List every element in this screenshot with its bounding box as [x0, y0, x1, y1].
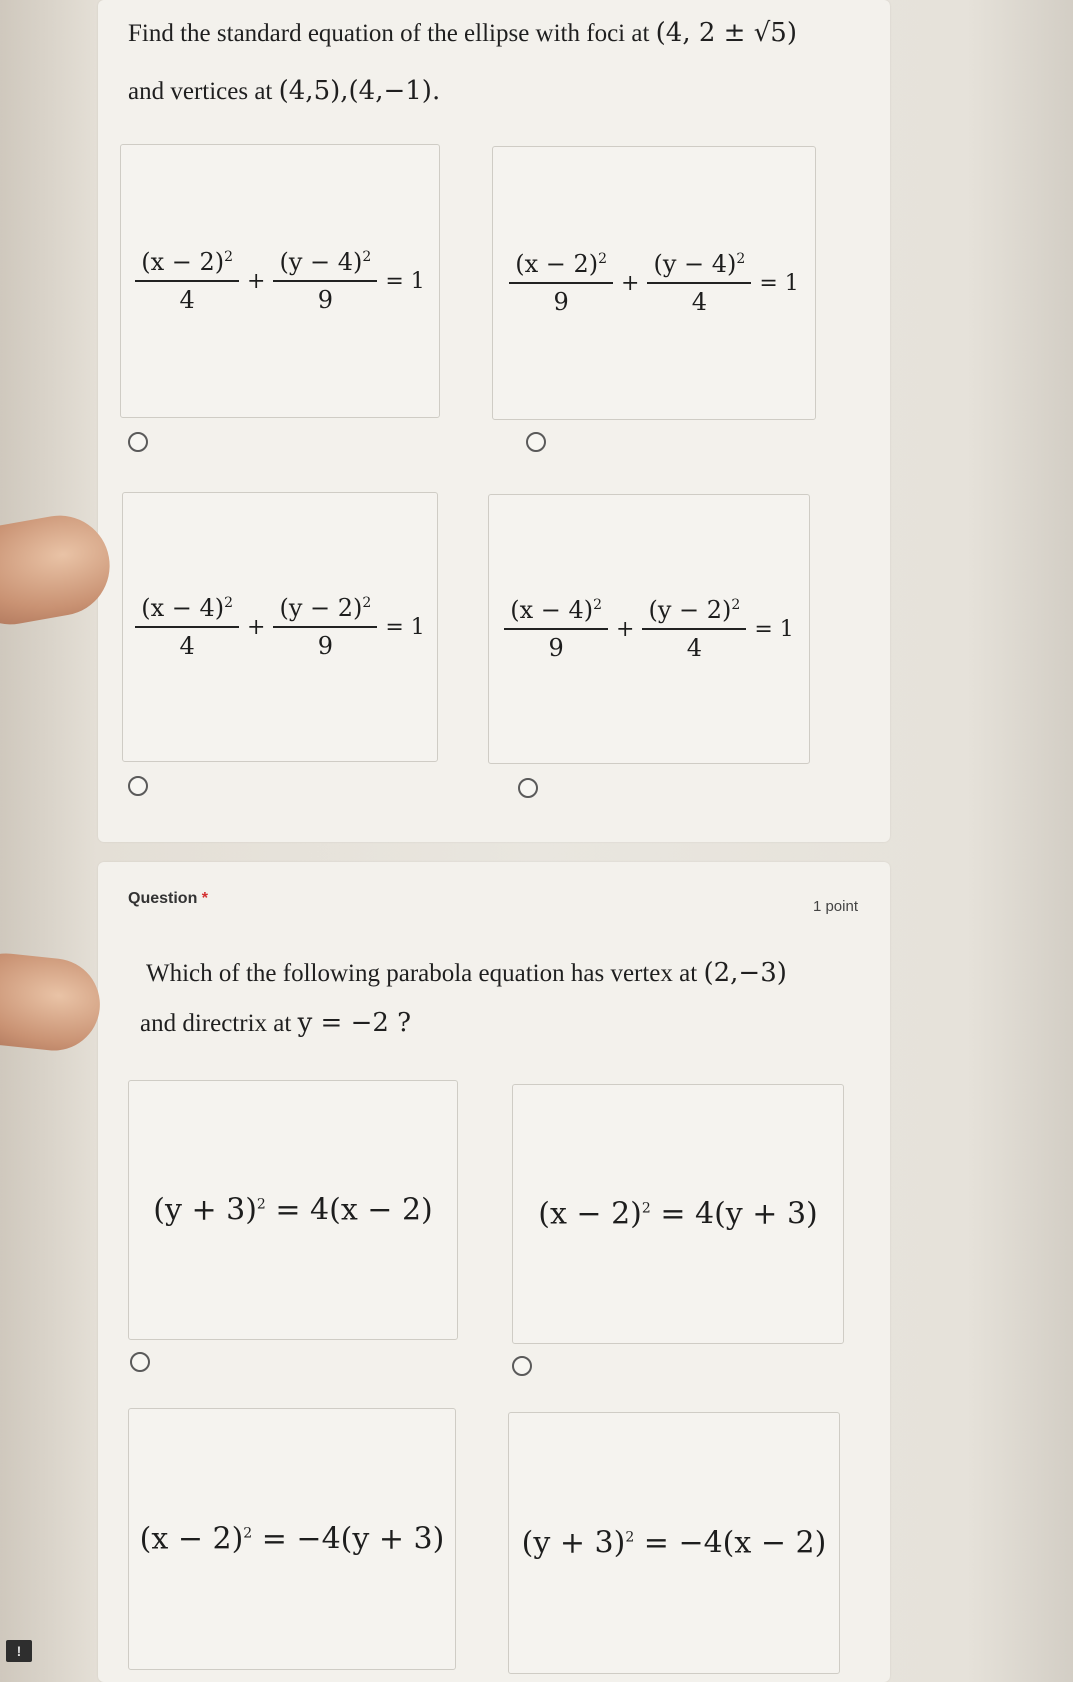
equation: $\frac{(x - 2)^2}{9}$ + $\frac{(y - 4)^2}{4}$ = 1 — [493, 250, 815, 316]
equation: $\frac{(x - 4)^2}{9}$ + $\frac{(y - 2)^2}{4}$ = 1 — [489, 596, 809, 662]
choice-c[interactable] — [128, 1408, 456, 1670]
question-text-2 — [128, 76, 440, 107]
radio-choice-a[interactable] — [128, 432, 148, 452]
radio-choice-b[interactable] — [512, 1356, 532, 1376]
alert-icon: ! — [6, 1640, 32, 1662]
radio-choice-c[interactable] — [128, 776, 148, 796]
choice-a[interactable] — [128, 1080, 458, 1340]
question-text-line2: and directrix at — [140, 1010, 292, 1037]
equation: $(x - 2)^2 = 4(y + 3)$ — [538, 1196, 818, 1232]
question-math-directrix: y = −2 ? — [297, 1008, 412, 1038]
equation: $\frac{(x - 2)^2}{4}$ + $\frac{(y - 4)^2}{9}$ = 1 — [121, 248, 439, 314]
choice-d[interactable] — [508, 1412, 840, 1674]
choice-b[interactable] — [492, 146, 816, 420]
choice-a[interactable] — [120, 144, 440, 418]
equation: $(y + 3)^2 = 4(x - 2)$ — [153, 1192, 433, 1228]
question-text-line1: Which of the following parabola equation has vertex at — [146, 960, 698, 987]
question-text — [128, 18, 797, 49]
equation: $(y + 3)^2 = -4(x - 2)$ — [521, 1525, 827, 1561]
question-text-line1: Find the standard equation of the ellipse with foci at — [128, 20, 650, 47]
question-label: Question * — [128, 890, 209, 907]
choice-d[interactable] — [488, 494, 810, 764]
question-card-parabola — [98, 862, 890, 1682]
question-text — [146, 958, 787, 989]
question-card-ellipse — [98, 0, 890, 842]
equation: $(x - 2)^2 = -4(y + 3)$ — [139, 1521, 445, 1557]
finger-bottom — [0, 949, 104, 1055]
radio-choice-d[interactable] — [518, 778, 538, 798]
radio-choice-a[interactable] — [130, 1352, 150, 1372]
question-math-vertices: (4,5),(4,−1). — [278, 76, 441, 106]
question-text-line2: and vertices at — [128, 78, 273, 105]
choice-c[interactable] — [122, 492, 438, 762]
required-asterisk: * — [201, 890, 209, 907]
question-math-foci: (4, 2 ± √5) — [655, 18, 797, 48]
question-points: 1 point — [812, 898, 858, 915]
choice-b[interactable] — [512, 1084, 844, 1344]
equation: $\frac{(x - 4)^2}{4}$ + $\frac{(y - 2)^2}{9}$ = 1 — [123, 594, 437, 660]
question-math-vertex: (2,−3) — [703, 958, 787, 988]
question-text-2 — [140, 1008, 411, 1039]
radio-choice-b[interactable] — [526, 432, 546, 452]
